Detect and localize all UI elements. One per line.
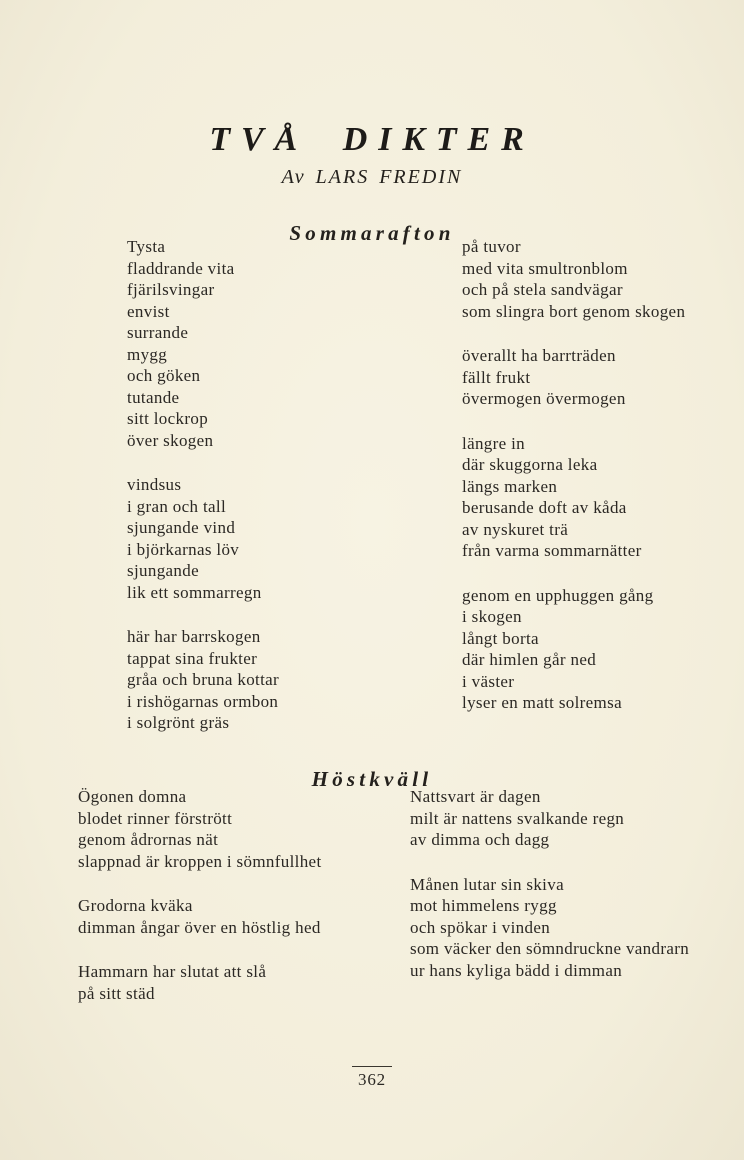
poem-line: sjungande [127,561,199,580]
poem-line: berusande doft av kåda [462,498,627,517]
stanza [78,961,410,1004]
stanza [462,345,744,410]
poem-column-right [410,786,744,1027]
poem-line: Grodorna kväka [78,896,193,915]
poem-line: längre in [462,433,526,453]
page-footer [0,1066,744,1090]
poem-line: fällt frukt [462,367,531,387]
poem-line: på tuvor [462,237,521,256]
byline: Av LARS FREDIN [281,165,463,188]
poem-line: från varma sommarnätter [462,541,642,560]
poem-line: här har barrskogen [127,627,261,646]
poem-line: längs marken [462,476,558,496]
poem-line: sitt lockrop [127,409,209,428]
stanza [127,236,462,451]
poem-line: med vita smultronblom [462,258,628,278]
poem-line: dimman ångar över en höstlig hed [78,917,321,937]
stanza [127,474,462,603]
poem-line: Månen lutar sin skiva [410,874,564,894]
poem-line: blodet rinner förstrött [78,808,233,828]
poem-line: tappat sina frukter [127,648,258,668]
poem-line: genom ådrornas nät [78,830,219,849]
stanza [127,626,462,734]
poem-column-right [462,236,744,757]
poem-line: lyser en matt solremsa [462,693,622,712]
poem-column-left [127,236,462,757]
poem-line: ur hans kyliga bädd i dimman [410,960,623,980]
poem-line: envist [127,301,170,321]
poem-line: gråa och bruna kottar [127,670,280,689]
stanza [78,895,410,938]
poem-line: Hammarn har slutat att slå [78,962,267,981]
poem-line: som väcker den sömndruckne vandrarn [410,939,690,958]
poem-line: fjärilsvingar [127,280,215,299]
stanza [410,874,744,982]
page-number: 362 [352,1066,392,1090]
poem-line: långt borta [462,628,539,648]
poem-line: mot himmelens rygg [410,896,557,915]
poem-line: av dimma och dagg [410,830,550,849]
page-title: TVÅ DIKTER [209,120,535,158]
poem-line: vindsus [127,475,182,494]
poem-line: där himlen går ned [462,650,597,669]
poem-line: surrande [127,323,189,342]
poem-line: övermogen övermogen [462,389,626,408]
stanza [462,236,744,322]
poem-title-sommarafton: Sommarafton [289,221,455,245]
poem-sommarafton [0,236,744,757]
poem-line: över skogen [127,430,214,450]
poem-title-hostkvall: Höstkväll [311,767,433,791]
poem-line: tutande [127,387,180,407]
poem-line: i björkarnas löv [127,539,240,559]
poem-line: i solgrönt gräs [127,713,230,732]
poem-line: överallt ha barrträden [462,346,616,365]
poem-line: där skuggorna leka [462,455,598,474]
poem-line: sjungande vind [127,518,236,537]
poem-line: Ögonen domna [78,787,187,806]
poem-line: och på stela sandvägar [462,280,623,299]
poem-line: som slingra bort genom skogen [462,301,686,321]
poem-line: mygg [127,344,168,364]
poem-line: lik ett sommarregn [127,582,262,602]
stanza [410,786,744,851]
stanza [78,786,410,872]
poem-line: milt är nattens svalkande regn [410,808,625,828]
poem-line: i rishögarnas ormbon [127,691,279,711]
poem-line: och göken [127,366,201,385]
poem-line: Tysta [127,237,166,256]
poem-line: av nyskuret trä [462,519,569,539]
poem-line: Nattsvart är dagen [410,787,541,806]
poem-line: genom en upphuggen gång [462,585,654,605]
poem-line: på sitt städ [78,983,155,1003]
poem-line: i väster [462,671,515,691]
poem-line: fladdrande vita [127,258,235,278]
stanza [462,433,744,562]
poem-line: i skogen [462,607,522,626]
stanza [462,585,744,714]
poem-column-left [78,786,410,1027]
poem-line: slappnad är kroppen i sömnfullhet [78,851,322,871]
poem-line: i gran och tall [127,496,227,516]
poem-hostkvall [0,786,744,1027]
poem-line: och spökar i vinden [410,917,551,937]
